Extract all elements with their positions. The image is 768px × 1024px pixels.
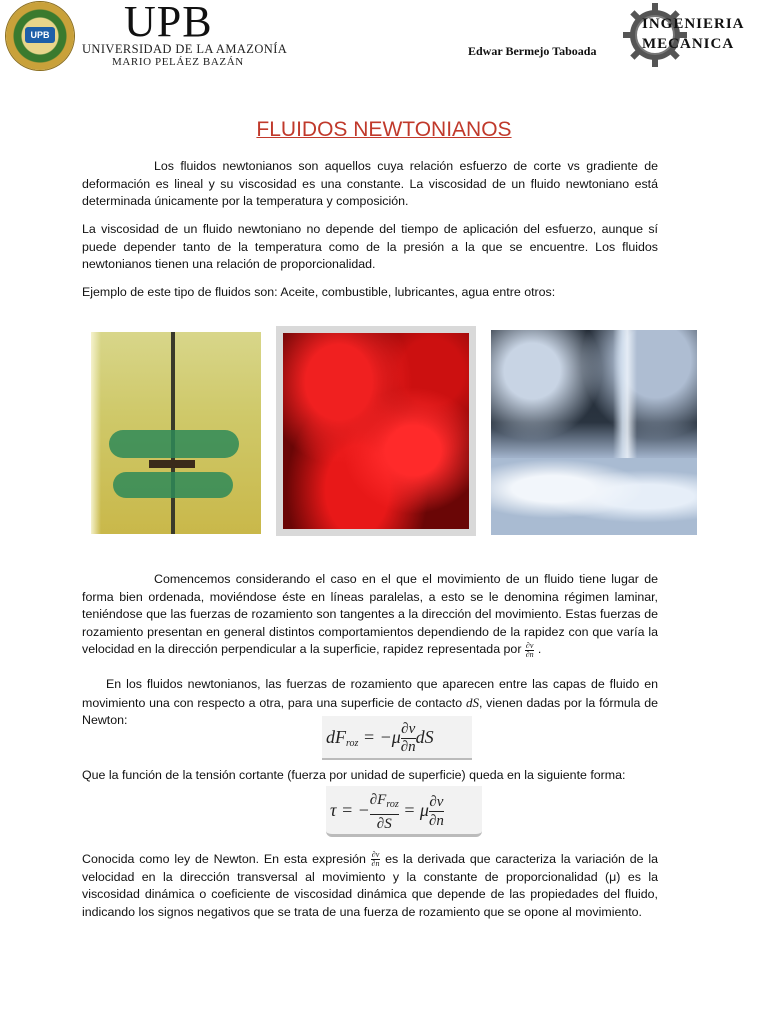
paragraph-laminar: Comencemos considerando el caso en el que el movimiento de un fluido tiene lugar de forma bien ordenada, moviéndose éste en líneas paralelas, a esto se le denomina régimen laminar, teniéndose que las fuerzas de rozamiento son tangentes a la dirección del movimiento. Estas fuerzas de rozamiento presentan en general distintos comportamientos dependiendo de la rapidez con que varía la velocidad en la dirección perpendicular a la superficie, rapidez representada por $\frac{\partial v}{\partial n}$ . <box>82 572 658 659</box>
formula-1-sub: roz <box>346 738 359 749</box>
paragraph-shear-stress: Que la función de la tensión cortante (fuerza por unidad de superficie) queda en la siguiente forma: <box>82 768 626 782</box>
derivative-numerator: ∂v <box>525 640 534 650</box>
paragraph-viscosity: La viscosidad de un fluido newtoniano no depende del tiempo de aplicación del esfuerzo, aunque sí puede depender tanto de la temperatura como de la presión a la que se encuentre. Los fluidos newtonianos tienen una relación de proporcionalidad. <box>82 222 658 272</box>
paragraph-examples: Ejemplo de este tipo de fluidos son: Aceite, combustible, lubricantes, agua entre otros: <box>82 285 556 299</box>
formula-2-den-2: ∂n <box>428 813 444 830</box>
formula-1-eq: = −μ <box>358 727 401 747</box>
formula-1-num: ∂v <box>401 721 416 738</box>
formula-2-den-1: ∂S <box>376 815 392 832</box>
derivative-fraction-2 <box>371 851 381 868</box>
formula-1-lhs: dF <box>326 727 346 747</box>
oil-beaker-photo <box>91 332 261 534</box>
formula-2-num-1 <box>370 791 399 815</box>
derivative-denominator: ∂n <box>525 649 534 659</box>
formula-1-den: ∂n <box>400 739 416 756</box>
paragraph-definition: Los fluidos newtonianos son aquellos cuya relación esfuerzo de corte vs gradiente de deformación es lineal y su viscosidad es una constante. La viscosidad de un fluido newtoniano está determinada únicamente por la temperatura y composición. <box>82 159 658 209</box>
derivative-2-numerator: ∂v <box>371 850 380 860</box>
formula-2-num-1-sub: roz <box>386 798 399 810</box>
department-name-line1: INGENIERIA <box>642 16 745 32</box>
author-name: Edwar Bermejo Taboada <box>468 44 597 58</box>
formula-2-lhs: τ = − <box>330 800 370 820</box>
formula-2-num-2: ∂v <box>429 794 444 811</box>
laminar-text: Comencemos considerando el caso en el que el movimiento de un fluido tiene lugar de forma bien ordenada, moviéndose éste en líneas paralelas, a esto se le denomina régimen laminar, teniéndose que las fuerzas de rozamiento son tangentes a la dirección del movimiento. Estas fuerzas de rozamiento presentan en general distintos comportamientos dependiendo de la rapidez con que varía la velocidad en la dirección perpendicular a la superficie, rapidez representada por <box>82 572 658 657</box>
upb-seal-logo <box>6 2 74 70</box>
contact-surface-symbol: dS <box>465 694 479 710</box>
upb-wordmark: UPB <box>124 0 213 46</box>
university-name: UNIVERSIDAD DE LA AMAZONÍA <box>82 42 288 56</box>
newton-force-text-a: En los fluidos newtonianos, las fuerzas de rozamiento que aparecen entre las capas de fluido en movimiento una con respecto a otra, para una superficie de contacto <box>82 677 658 710</box>
formula-2-fraction-1 <box>370 791 399 833</box>
seal-badge: UPB <box>25 27 55 43</box>
department-name-line2: MECANICA <box>642 36 735 52</box>
newton-law-text-a: Conocida como ley de Newton. En esta expresión <box>82 852 366 866</box>
page-title-text: FLUIDOS NEWTONIANOS <box>256 118 512 141</box>
university-subname: MARIO PELÁEZ BAZÁN <box>112 56 244 68</box>
derivative-fraction <box>525 642 535 659</box>
newton-law-text-b: es la derivada que caracteriza la variación de la velocidad en la dirección transversal al movimiento y la constante de proporcionalidad (μ) es la viscosidad dinámica o coeficiente de viscosidad dinámica que depende de las propiedades del fluido, indicando los signos negativos que se trata de una fuerza de rozamiento que se opone al movimiento. <box>82 852 658 919</box>
paragraph-newton-law <box>82 851 658 921</box>
red-fuel-photo <box>283 333 469 529</box>
waterfall-photo <box>491 330 697 535</box>
shear-stress-formula <box>330 789 444 833</box>
newton-force-text-b: , vienen dadas por la fórmula de Newton: <box>82 695 658 728</box>
formula-1-tail: dS <box>415 727 434 747</box>
newton-force-formula <box>326 718 434 763</box>
formula-2-num-1-text: ∂F <box>369 791 387 808</box>
derivative-2-denominator: ∂n <box>371 859 380 869</box>
gear-icon <box>622 2 688 68</box>
page-title <box>0 118 768 142</box>
formula-2-fraction-2 <box>429 793 444 830</box>
formula-2-mid: = μ <box>398 800 429 820</box>
formula-1-fraction <box>401 721 416 756</box>
